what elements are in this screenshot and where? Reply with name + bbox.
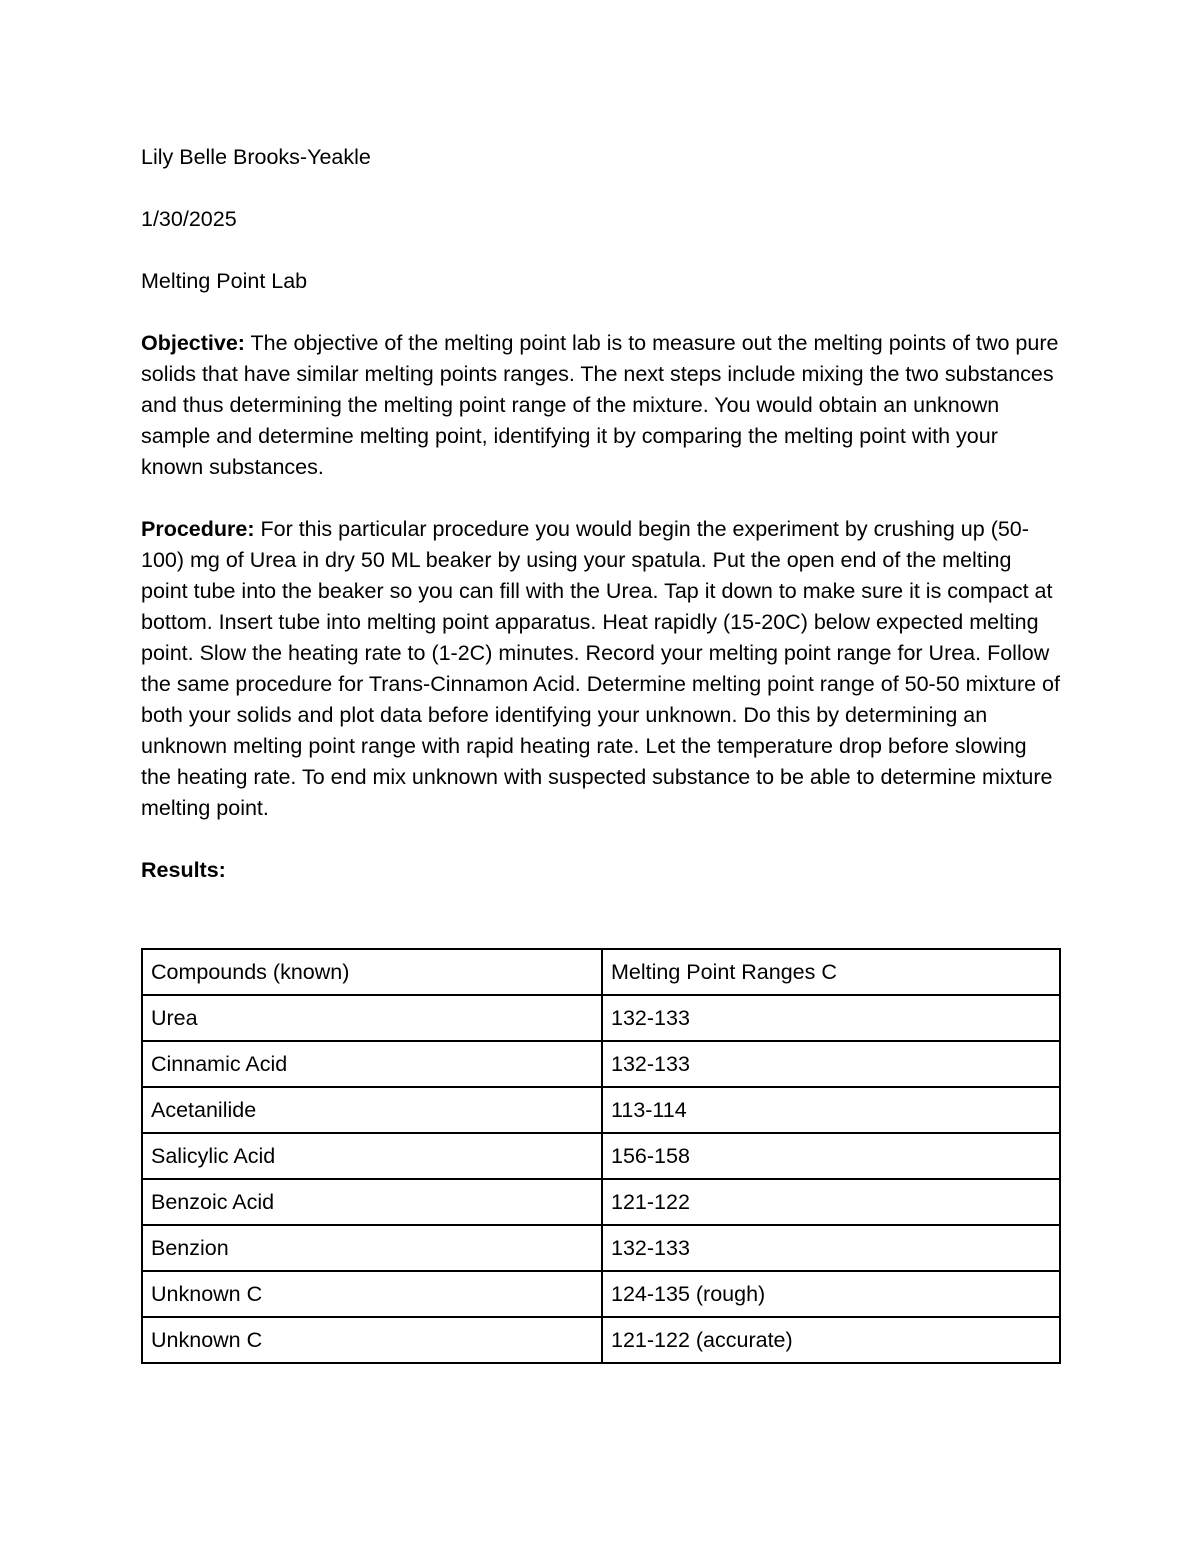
table-cell-compound: Benzoic Acid (142, 1179, 602, 1225)
table-cell-range: 132-133 (602, 1225, 1060, 1271)
table-cell-range: 121-122 (602, 1179, 1060, 1225)
table-row (142, 995, 1060, 1041)
table-row (142, 1133, 1060, 1179)
table-cell-range: 124-135 (rough) (602, 1271, 1060, 1317)
table-row (142, 1317, 1060, 1363)
results-table (141, 948, 1061, 1364)
table-cell-range: 132-133 (602, 1041, 1060, 1087)
table-row (142, 1225, 1060, 1271)
table-row (142, 1087, 1060, 1133)
results-label: Results: (141, 858, 226, 882)
table-cell-compound: Unknown C (142, 1317, 602, 1363)
procedure-label: Procedure: (141, 517, 255, 541)
report-title: Melting Point Lab (141, 269, 308, 293)
table-cell-compound: Cinnamic Acid (142, 1041, 602, 1087)
procedure-paragraph (141, 514, 1061, 824)
document-body (141, 142, 1061, 886)
table-cell-range: 113-114 (602, 1087, 1060, 1133)
objective-label: Objective: (141, 331, 245, 355)
table-cell-range: 121-122 (accurate) (602, 1317, 1060, 1363)
table-cell-compound: Unknown C (142, 1271, 602, 1317)
report-date: 1/30/2025 (141, 207, 237, 231)
author-name: Lily Belle Brooks-Yeakle (141, 145, 371, 169)
table-cell-compound: Acetanilide (142, 1087, 602, 1133)
table-header-cell: Compounds (known) (142, 949, 602, 995)
table-cell-compound: Salicylic Acid (142, 1133, 602, 1179)
table-cell-compound: Benzion (142, 1225, 602, 1271)
objective-paragraph (141, 328, 1061, 483)
table-row (142, 1041, 1060, 1087)
table-row (142, 1179, 1060, 1225)
table-header-cell: Melting Point Ranges C (602, 949, 1060, 995)
table-cell-range: 156-158 (602, 1133, 1060, 1179)
objective-text: The objective of the melting point lab is to measure out the melting points of two pure solids that have similar melting points ranges. The next steps include mixing the two substances and thus determining the melting point range of the mixture. You would obtain an unknown sample and determine melting point, identifying it by comparing the melting point with your known substances. (141, 331, 1059, 479)
table-cell-compound: Urea (142, 995, 602, 1041)
table-header-row (142, 949, 1060, 995)
table-row (142, 1271, 1060, 1317)
procedure-text: For this particular procedure you would begin the experiment by crushing up (50-100) mg of Urea in dry 50 ML beaker by using your spatula. Put the open end of the melting point tube into the beaker so you can fill with the Urea. Tap it down to make sure it is compact at bottom. Insert tube into melting point apparatus. Heat rapidly (15-20C) below expected melting point. Slow the heating rate to (1-2C) minutes. Record your melting point range for Urea. Follow the same procedure for Trans-Cinnamon Acid. Determine melting point range of 50-50 mixture of both your solids and plot data before identifying your unknown. Do this by determining an unknown melting point range with rapid heating rate. Let the temperature drop before slowing the heating rate. To end mix unknown with suspected substance to be able to determine mixture melting point. (141, 517, 1060, 820)
table-cell-range: 132-133 (602, 995, 1060, 1041)
